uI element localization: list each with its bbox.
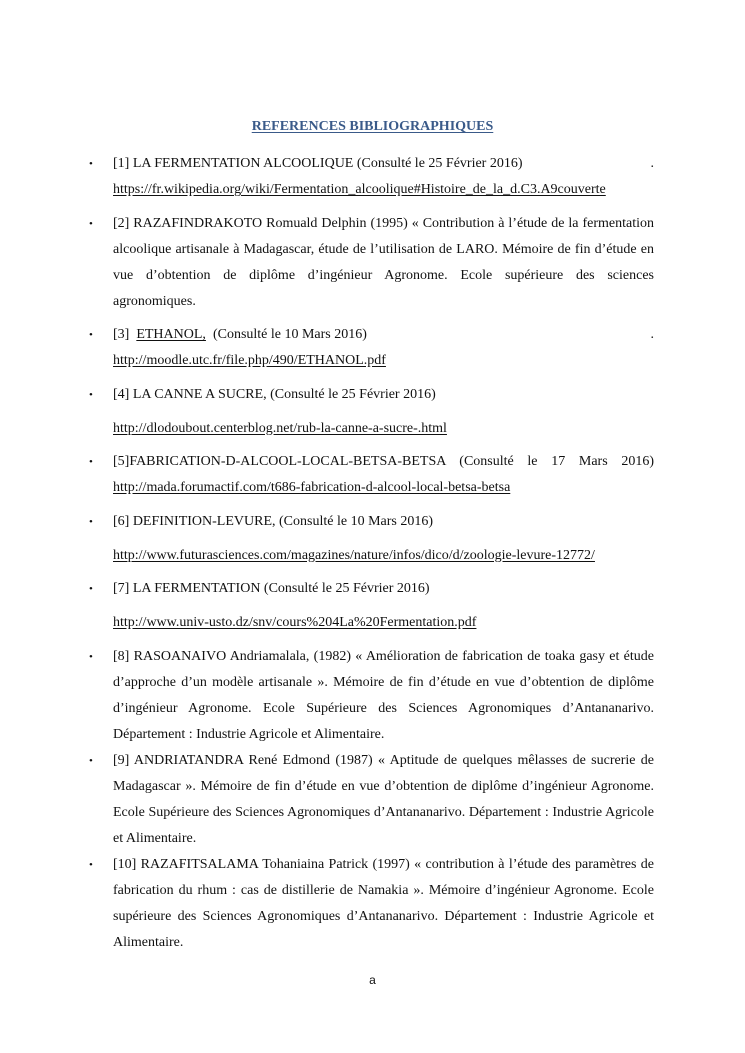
bullet-icon: • <box>89 158 93 170</box>
bullet-icon: • <box>89 329 93 341</box>
reference-text: [7] LA FERMENTATION (Consulté le 25 Février 2016) <box>113 581 430 596</box>
reference-item-10 <box>89 852 654 956</box>
reference-link[interactable]: http://dlodoubout.centerblog.net/rub-la-canne-a-sucre-.html <box>113 420 447 436</box>
bullet-icon: • <box>89 583 93 595</box>
reference-consult: (Consulté le 10 Mars 2016) <box>212 327 367 342</box>
reference-text: [5]FABRICATION-D-ALCOOL-LOCAL-BETSA-BETSA (Consulté le 17 Mars 2016) <box>113 454 654 469</box>
reference-link[interactable]: http://moodle.utc.fr/file.php/490/ETHANOL.pdf <box>113 353 386 368</box>
bullet-icon: • <box>89 858 93 871</box>
bullet-icon: • <box>89 388 93 401</box>
reference-item-3 <box>89 322 654 374</box>
reference-link[interactable]: http://www.futurasciences.com/magazines/nature/infos/dico/d/zoologie-levure-12772/ <box>113 547 595 563</box>
bullet-icon: • <box>89 515 93 528</box>
reference-list <box>89 151 654 956</box>
reference-title: ETHANOL, <box>136 327 206 342</box>
reference-item-2 <box>89 211 654 315</box>
reference-link[interactable]: http://www.univ-usto.dz/snv/cours%204La%20Fermentation.pdf <box>113 615 477 630</box>
page-number: a <box>369 973 376 987</box>
reference-item-5 <box>89 449 654 501</box>
reference-prefix: [3] <box>113 327 130 342</box>
bullet-icon: • <box>89 456 93 468</box>
reference-item-8 <box>89 644 654 748</box>
bullet-icon: • <box>89 650 93 663</box>
reference-text: [6] DEFINITION-LEVURE, (Consulté le 10 Mars 2016) <box>113 513 433 529</box>
reference-trail: . <box>650 327 654 342</box>
reference-text: [2] RAZAFINDRAKOTO Romuald Delphin (1995) « Contribution à l’étude de la fermentation alcoolique artisanale à Madagascar, étude de l’utilisation de LARO. Mémoire de fin d’étude en vue d’obtention de diplôme d’ingénieur Agronome. Ecole supérieure des sciences agronomiques. <box>113 215 654 309</box>
reference-text: [8] RASOANAIVO Andriamalala, (1982) « Amélioration de fabrication de toaka gasy et étude d’approche d’un modèle artisanale ». Mémoire de fin d’étude en vue d’obtention de diplôme d’ingénieur Agronome. Ecole Supérieure des Sciences Agronomiques d’Antananarivo. Département : Industrie Agricole et Alimentaire. <box>113 648 654 742</box>
reference-item-1 <box>89 151 654 203</box>
bullet-icon: • <box>89 754 93 767</box>
bullet-icon: • <box>89 217 93 230</box>
reference-trail: . <box>650 156 654 171</box>
reference-link[interactable]: http://mada.forumactif.com/t686-fabrication-d-alcool-local-betsa-betsa <box>113 480 511 495</box>
reference-line <box>113 322 654 348</box>
reference-text: [4] LA CANNE A SUCRE, (Consulté le 25 Février 2016) <box>113 386 436 402</box>
reference-item-4 <box>89 382 654 442</box>
reference-item-7 <box>89 576 654 636</box>
reference-line <box>113 151 654 177</box>
page-title: REFERENCES BIBLIOGRAPHIQUES <box>251 119 494 134</box>
reference-text: [10] RAZAFITSALAMA Tohaniaina Patrick (1997) « contribution à l’étude des paramètres de fabrication du rhum : cas de distillerie de Namakia ». Mémoire d’ingénieur Agronome. Ecole supérieure des Sciences Agronomiques d’Antananarivo. Département : Industrie Agricole et Alimentaire. <box>113 856 654 950</box>
reference-link[interactable]: https://fr.wikipedia.org/wiki/Fermentation_alcoolique#Histoire_de_la_d.C3.A9couverte <box>113 182 606 197</box>
reference-text: [1] LA FERMENTATION ALCOOLIQUE (Consulté le 25 Février 2016) <box>113 156 523 171</box>
reference-text <box>113 322 367 348</box>
reference-item-9 <box>89 748 654 852</box>
reference-text: [9] ANDRIATANDRA René Edmond (1987) « Aptitude de quelques mêlasses de sucrerie de Madagascar ». Mémoire de fin d’étude en vue d’obtention de diplôme d’ingénieur Agronome. Ecole Supérieure des Sciences Agronomiques d’Antananarivo. Département : Industrie Agricole et Alimentaire. <box>113 752 654 846</box>
reference-item-6 <box>89 509 654 569</box>
